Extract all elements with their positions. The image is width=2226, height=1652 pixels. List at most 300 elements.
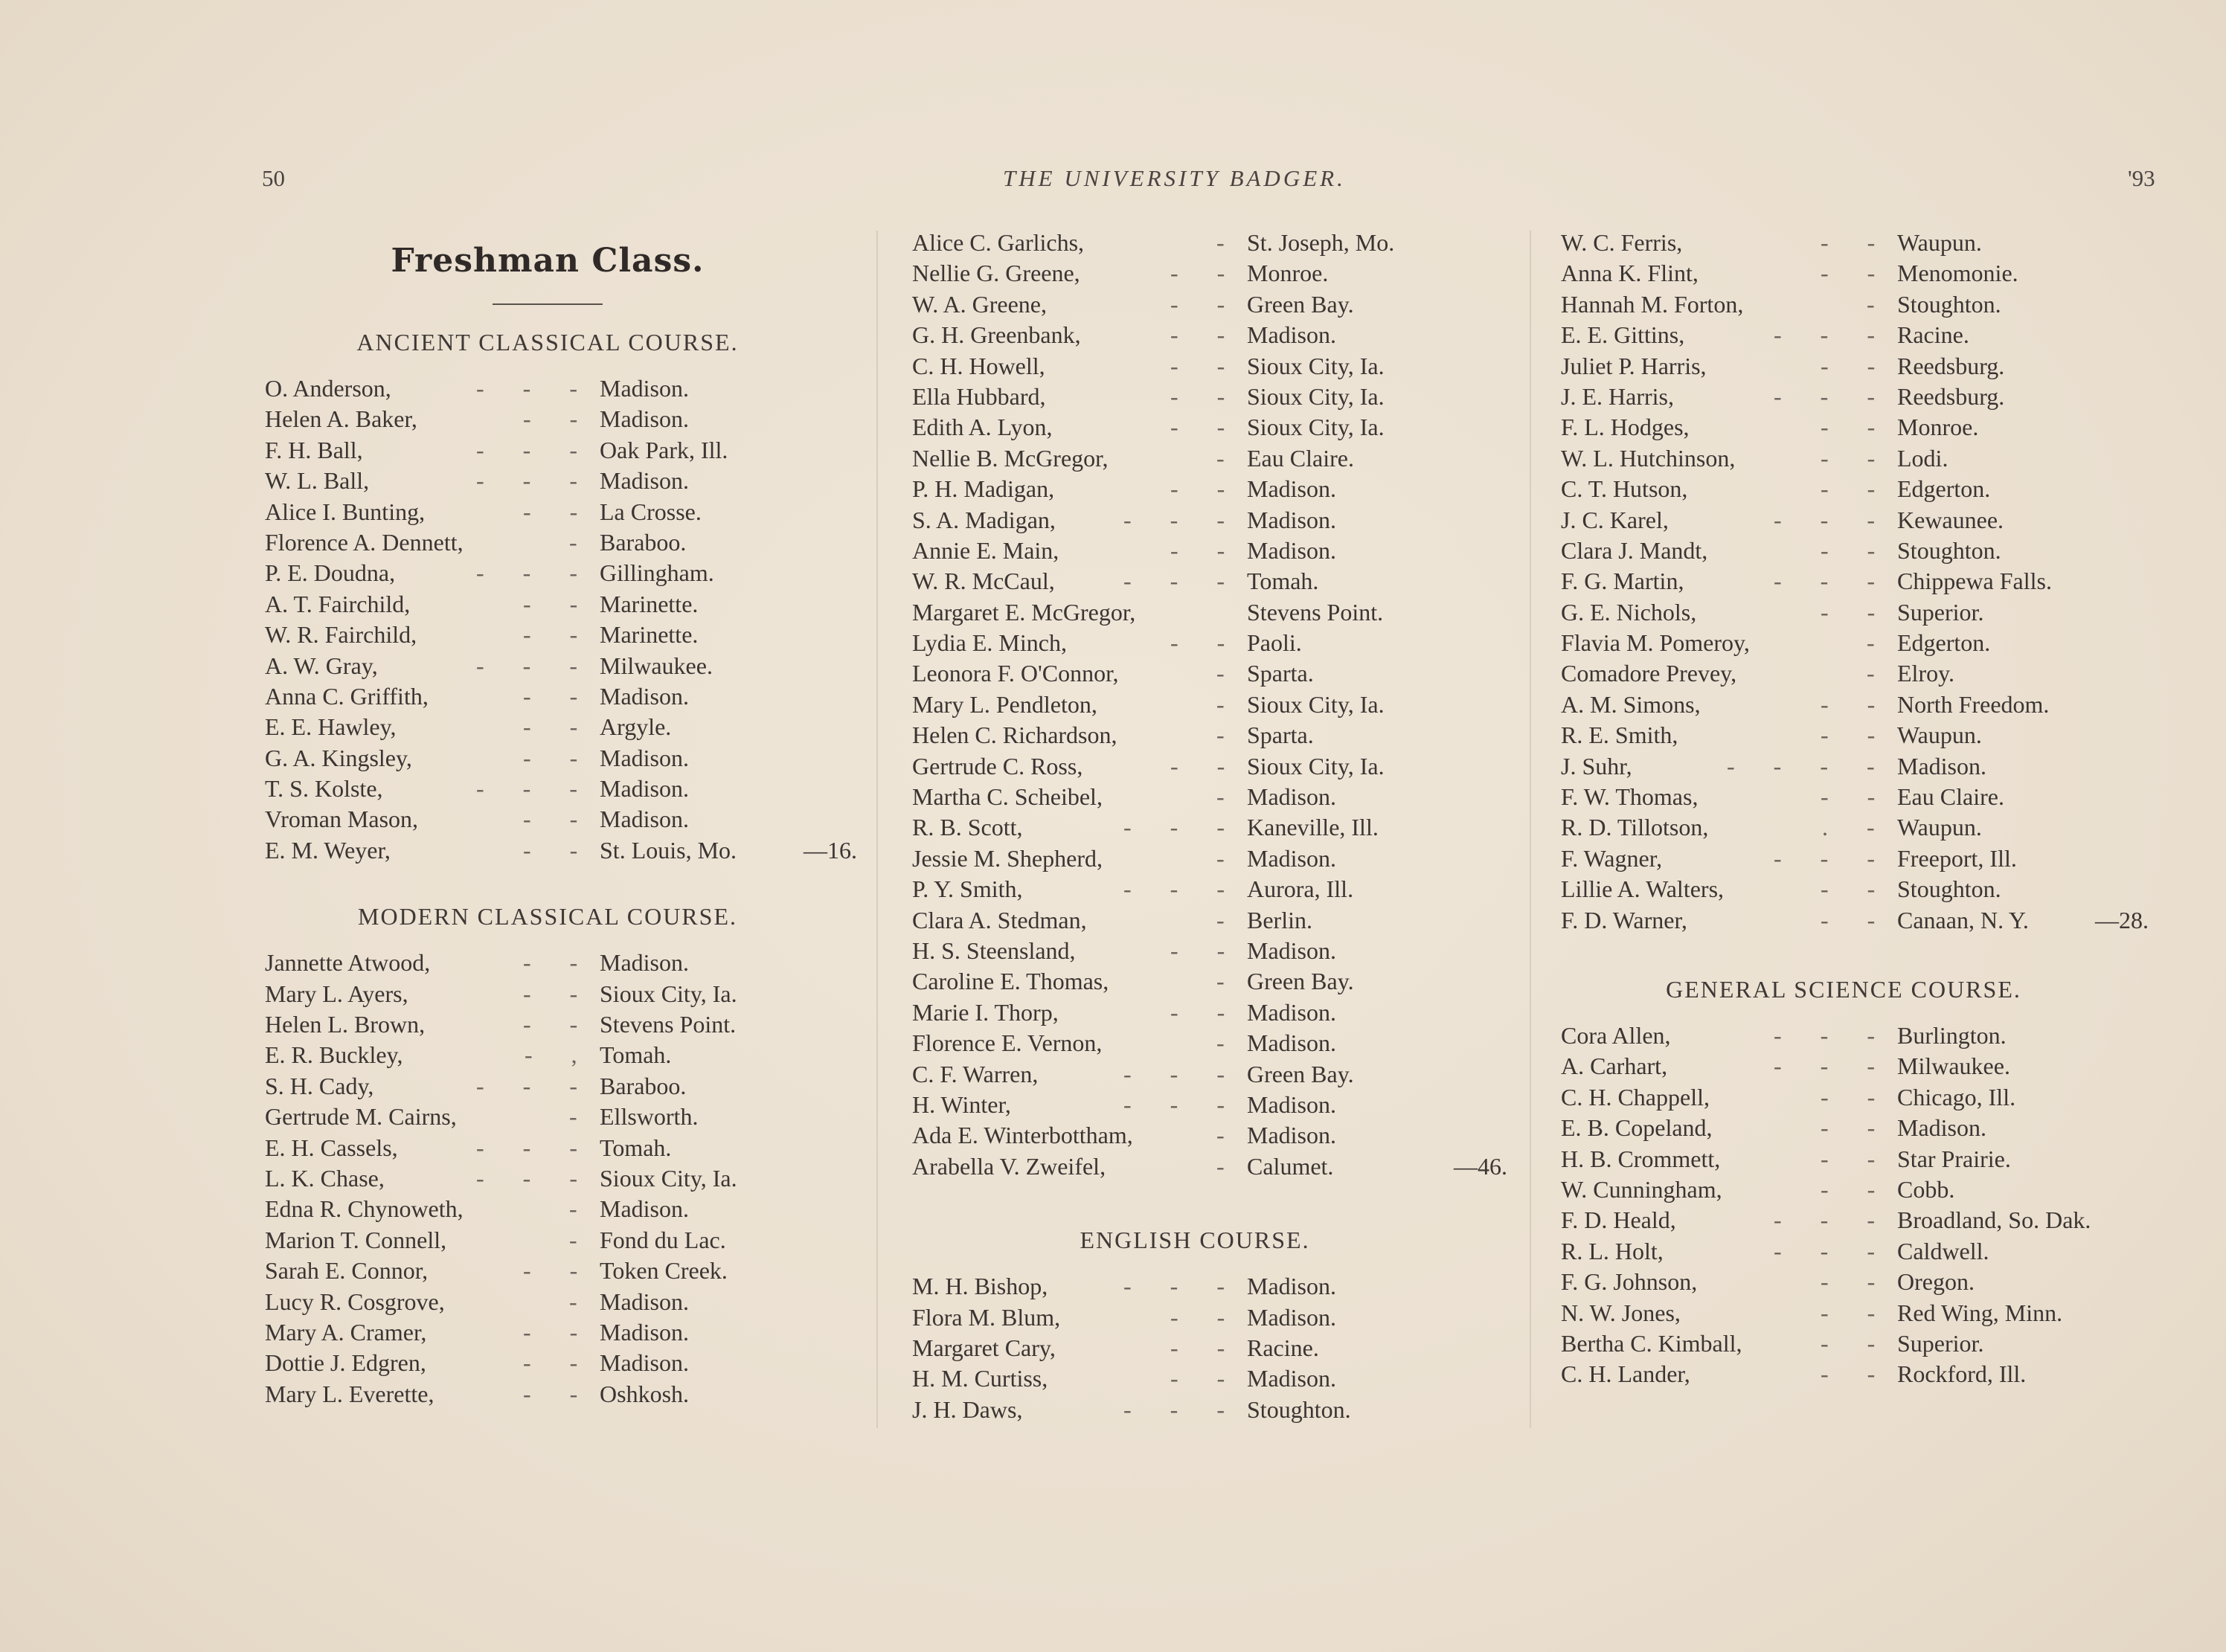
student-row: [265, 620, 875, 650]
leader-dashes: -: [1216, 968, 1241, 995]
hometown: Madison.: [1247, 321, 1336, 349]
student-name: F. W. Thomas,: [1561, 783, 1699, 811]
hometown: Kaneville, Ill.: [1247, 814, 1379, 841]
student-row: [912, 720, 1522, 751]
student-name: F. G. Johnson,: [1561, 1268, 1698, 1296]
hometown: Madison.: [1247, 844, 1336, 872]
class-year: '93: [2128, 165, 2155, 191]
leader-dashes: - - -: [1774, 568, 1891, 595]
leader-dashes: - -: [1821, 875, 1892, 903]
column-divider: [876, 231, 878, 1428]
student-row: [265, 651, 875, 681]
student-row: [1561, 258, 2171, 289]
hometown: Racine.: [1247, 1334, 1319, 1361]
hometown: Sioux City, Ia.: [600, 980, 737, 1007]
student-row: [912, 351, 1522, 382]
student-row: [912, 1090, 1522, 1120]
leader-dashes: -: [1867, 629, 1891, 657]
student-list: [265, 373, 875, 866]
student-name: A. T. Fairchild,: [265, 590, 411, 617]
student-row: [1561, 782, 2171, 812]
student-row: [1561, 1328, 2171, 1359]
student-name: Flora M. Blum,: [912, 1303, 1061, 1331]
hometown: Milwaukee.: [1897, 1052, 2010, 1080]
leader-dashes: - -: [1821, 1145, 1892, 1172]
student-name: J. C. Karel,: [1561, 506, 1669, 533]
student-name: E. H. Cassels,: [265, 1134, 398, 1161]
leader-dashes: -: [569, 1103, 594, 1131]
hometown: Fond du Lac.: [600, 1226, 726, 1253]
student-row: [912, 228, 1522, 258]
student-list: [265, 948, 875, 1410]
hometown: Freeport, Ill.: [1897, 844, 2017, 872]
student-name: C. H. Chappell,: [1561, 1083, 1710, 1111]
leader-dashes: - -: [523, 980, 594, 1007]
leader-dashes: -: [1867, 660, 1891, 687]
student-name: Hannah M. Forton,: [1561, 290, 1744, 318]
leader-dashes: - -: [1821, 721, 1892, 749]
student-row: [912, 289, 1522, 320]
hometown: Red Wing, Minn.: [1897, 1299, 2063, 1326]
student-name: A. W. Gray,: [265, 652, 378, 679]
student-row: [1561, 812, 2171, 843]
student-row: [912, 597, 1522, 628]
student-row: [912, 812, 1522, 843]
hometown: La Crosse.: [600, 498, 702, 525]
student-name: Nellie G. Greene,: [912, 260, 1080, 287]
student-row: [1561, 720, 2171, 751]
running-title: THE UNIVERSITY BADGER.: [1003, 165, 1346, 191]
leader-dashes: - -: [1821, 352, 1892, 379]
student-row: [265, 558, 875, 588]
hometown: Lodi.: [1897, 444, 1948, 472]
hometown: Edgerton.: [1897, 629, 1991, 657]
section-heading-english: ENGLISH COURSE.: [1080, 1227, 1310, 1254]
hometown: Madison.: [600, 1318, 689, 1346]
title-rule: [493, 303, 603, 305]
leader-dashes: - -: [1821, 1299, 1892, 1326]
hometown: Ellsworth.: [600, 1103, 699, 1131]
student-name: Bertha C. Kimball,: [1561, 1329, 1742, 1357]
leader-dashes: - -: [1821, 598, 1892, 626]
student-name: Alice C. Garlichs,: [912, 229, 1085, 256]
student-name: L. K. Chase,: [265, 1164, 385, 1192]
student-row: [265, 774, 875, 804]
hometown: Waupun.: [1897, 814, 1982, 841]
hometown: Stevens Point.: [1247, 598, 1384, 626]
student-row: [912, 412, 1522, 443]
student-row: [1561, 1298, 2171, 1328]
student-name: Clara J. Mandt,: [1561, 536, 1708, 564]
student-name: Gertrude C. Ross,: [912, 752, 1083, 780]
leader-dashes: - - -: [476, 1072, 594, 1099]
leader-dashes: -: [1216, 660, 1241, 687]
student-row: [265, 1040, 875, 1070]
leader-dashes: -: [1216, 1029, 1241, 1057]
leader-dashes: - -: [523, 498, 594, 525]
page-number: 50: [262, 165, 285, 191]
leader-dashes: -: [569, 528, 594, 556]
leader-dashes: - - -: [1774, 321, 1891, 349]
hometown: Tomah.: [600, 1134, 672, 1161]
student-row: [912, 505, 1522, 536]
hometown: Sparta.: [1247, 721, 1314, 749]
hometown: Stoughton.: [1247, 1395, 1351, 1423]
student-name: Edith A. Lyon,: [912, 414, 1053, 441]
student-row: [265, 712, 875, 742]
student-name: E. E. Gittins,: [1561, 321, 1685, 349]
student-name: C. H. Lander,: [1561, 1360, 1690, 1388]
leader-dashes: - -: [1821, 783, 1892, 811]
hometown: Madison.: [600, 744, 689, 771]
leader-dashes: - - -: [476, 467, 594, 495]
student-row: [1561, 443, 2171, 474]
student-row: [912, 966, 1522, 997]
hometown: Oshkosh.: [600, 1380, 690, 1407]
student-row: [1561, 228, 2171, 258]
leader-dashes: - -: [1170, 752, 1242, 780]
hometown: North Freedom.: [1897, 690, 2050, 718]
student-row: [265, 1102, 875, 1132]
student-name: W. R. McCaul,: [912, 568, 1055, 595]
student-row: [1561, 1236, 2171, 1267]
section-heading-ancient: ANCIENT CLASSICAL COURSE.: [356, 329, 739, 356]
leader-dashes: - - -: [1774, 1021, 1891, 1049]
leader-dashes: - -: [523, 1380, 594, 1407]
student-name: P. E. Doudna,: [265, 559, 396, 587]
student-list: [1561, 1021, 2171, 1390]
student-name: Leonora F. O'Connor,: [912, 660, 1119, 687]
student-name: Clara A. Stedman,: [912, 906, 1087, 933]
hometown: Madison.: [1247, 1365, 1336, 1392]
student-name: F. D. Warner,: [1561, 906, 1687, 933]
hometown: Baraboo.: [600, 1072, 687, 1099]
hometown: Tomah.: [1247, 568, 1319, 595]
student-row: [912, 936, 1522, 966]
hometown: Racine.: [1897, 321, 1969, 349]
student-name: R. D. Tillotson,: [1561, 814, 1709, 841]
leader-dashes: - -: [1821, 260, 1892, 287]
hometown: Eau Claire.: [1897, 783, 2004, 811]
leader-dashes: - -: [523, 590, 594, 617]
leader-dashes: - -: [523, 621, 594, 649]
hometown: Marinette.: [600, 621, 699, 649]
hometown: Madison.: [1247, 1303, 1336, 1331]
student-name: C. H. Howell,: [912, 352, 1045, 379]
hometown: Madison.: [1247, 936, 1336, 964]
student-name: Jessie M. Shepherd,: [912, 844, 1103, 872]
hometown: Broadland, So. Dak.: [1897, 1206, 2091, 1234]
student-name: H. S. Steensland,: [912, 936, 1076, 964]
leader-dashes: - -: [1821, 1114, 1892, 1142]
student-name: E. E. Hawley,: [265, 713, 397, 741]
leader-dashes: - -: [1170, 382, 1242, 410]
leader-dashes: - - -: [1774, 382, 1891, 410]
leader-dashes: - - -: [1774, 844, 1891, 872]
student-name: H. M. Curtiss,: [912, 1365, 1048, 1392]
hometown: Madison.: [1247, 536, 1336, 564]
student-name: Vroman Mason,: [265, 806, 419, 833]
leader-dashes: - - -: [1123, 1060, 1241, 1087]
hometown: Madison.: [600, 806, 689, 833]
hometown: Tomah.: [600, 1041, 672, 1069]
student-name: W. L. Ball,: [265, 467, 370, 495]
leader-dashes: - - -: [1123, 1395, 1241, 1423]
leader-dashes: - - -: [476, 652, 594, 679]
student-row: [1561, 412, 2171, 443]
hometown: Menomonie.: [1897, 260, 2018, 287]
student-name: Margaret E. McGregor,: [912, 598, 1136, 626]
leader-dashes: - -: [1821, 1360, 1892, 1388]
student-name: Anna K. Flint,: [1561, 260, 1699, 287]
leader-dashes: - - -: [1123, 1090, 1241, 1118]
student-row: [912, 1151, 1522, 1182]
leader-dashes: - -: [1170, 936, 1242, 964]
student-row: [1561, 874, 2171, 904]
student-row: [912, 258, 1522, 289]
student-row: [1561, 905, 2171, 936]
student-row: [265, 373, 875, 404]
student-row: [1561, 1359, 2171, 1389]
student-name: G. E. Nichols,: [1561, 598, 1697, 626]
column-1: [265, 223, 875, 1410]
leader-dashes: - -: [1821, 906, 1892, 933]
leader-dashes: - - -: [1123, 814, 1241, 841]
hometown: Madison.: [1247, 1122, 1336, 1149]
student-row: [912, 751, 1522, 782]
student-row: [1561, 751, 2171, 782]
student-row: [912, 536, 1522, 566]
student-row: [1561, 289, 2171, 320]
section-total: —16.: [804, 836, 857, 864]
leader-dashes: - -: [1821, 229, 1892, 256]
leader-dashes: - -: [523, 1257, 594, 1285]
hometown: Calumet.: [1247, 1152, 1334, 1180]
student-name: Florence A. Dennett,: [265, 528, 464, 556]
column-3: [1561, 223, 2171, 1390]
leader-dashes: -: [569, 1226, 594, 1253]
student-row: [265, 835, 875, 866]
leader-dashes: - -: [523, 1349, 594, 1377]
student-row: [912, 1363, 1522, 1394]
hometown: Reedsburg.: [1897, 352, 2005, 379]
student-name: N. W. Jones,: [1561, 1299, 1681, 1326]
student-row: [912, 1059, 1522, 1090]
hometown: Sioux City, Ia.: [1247, 352, 1385, 379]
student-name: Mary L. Pendleton,: [912, 690, 1097, 718]
student-row: [265, 681, 875, 712]
leader-dashes: - - -: [1774, 506, 1891, 533]
student-name: J. Suhr,: [1561, 752, 1632, 780]
leader-dashes: - - - -: [1727, 752, 1891, 780]
hometown: Reedsburg.: [1897, 382, 2005, 410]
hometown: Baraboo.: [600, 528, 687, 556]
student-row: [1561, 658, 2171, 689]
leader-dashes: - - -: [1123, 1273, 1241, 1300]
leader-dashes: - - -: [476, 775, 594, 803]
student-name: Annie E. Main,: [912, 536, 1059, 564]
hometown: Caldwell.: [1897, 1237, 1989, 1264]
leader-dashes: - -: [1821, 1083, 1892, 1111]
student-list: [912, 228, 1522, 1182]
student-name: Helen A. Baker,: [265, 405, 417, 433]
hometown: Monroe.: [1897, 414, 1979, 441]
student-row: [912, 782, 1522, 812]
hometown: Madison.: [600, 1349, 689, 1377]
student-name: Juliet P. Harris,: [1561, 352, 1707, 379]
column-divider: [1530, 231, 1531, 1428]
leader-dashes: -: [569, 1195, 594, 1223]
leader-dashes: - - -: [1774, 1206, 1891, 1234]
student-row: [912, 658, 1522, 689]
student-name: G. A. Kingsley,: [265, 744, 412, 771]
leader-dashes: - -: [523, 682, 594, 710]
leader-dashes: - -: [523, 405, 594, 433]
hometown: Sioux City, Ia.: [1247, 414, 1385, 441]
hometown: Superior.: [1897, 1329, 1984, 1357]
student-name: Alice I. Bunting,: [265, 498, 426, 525]
hometown: Stoughton.: [1897, 290, 2001, 318]
student-name: F. L. Hodges,: [1561, 414, 1690, 441]
leader-dashes: -: [1216, 844, 1241, 872]
hometown: St. Louis, Mo.: [600, 836, 737, 864]
hometown: Sioux City, Ia.: [1247, 382, 1385, 410]
student-row: [912, 874, 1522, 904]
student-name: Jannette Atwood,: [265, 949, 431, 977]
student-name: Florence E. Vernon,: [912, 1029, 1103, 1057]
student-row: [265, 1379, 875, 1410]
student-row: [912, 628, 1522, 658]
student-name: Mary A. Cramer,: [265, 1318, 427, 1346]
student-row: [912, 905, 1522, 936]
student-name: F. D. Heald,: [1561, 1206, 1676, 1234]
hometown: St. Joseph, Mo.: [1247, 229, 1395, 256]
student-row: [265, 1194, 875, 1224]
student-row: [912, 997, 1522, 1028]
student-name: J. E. Harris,: [1561, 382, 1674, 410]
student-name: P. Y. Smith,: [912, 875, 1023, 903]
leader-dashes: - - -: [1123, 875, 1241, 903]
student-name: E. M. Weyer,: [265, 836, 391, 864]
leader-dashes: - -: [1170, 998, 1242, 1026]
student-row: [912, 690, 1522, 720]
leader-dashes: - -: [1821, 690, 1892, 718]
student-row: [1561, 1205, 2171, 1235]
leader-dashes: - -: [523, 713, 594, 741]
leader-dashes: - -: [1170, 1365, 1242, 1392]
leader-dashes: - -: [523, 744, 594, 771]
student-row: [1561, 1144, 2171, 1174]
hometown: Sioux City, Ia.: [1247, 690, 1385, 718]
student-row: [265, 1317, 875, 1348]
leader-dashes: -: [1216, 783, 1241, 811]
leader-dashes: - -: [523, 1318, 594, 1346]
hometown: Aurora, Ill.: [1247, 875, 1354, 903]
hometown: Madison.: [600, 467, 689, 495]
student-name: G. H. Greenbank,: [912, 321, 1081, 349]
student-row: [912, 843, 1522, 874]
hometown: Gillingham.: [600, 559, 714, 587]
hometown: Madison.: [600, 375, 689, 402]
student-name: O. Anderson,: [265, 375, 391, 402]
section-heading-modern: MODERN CLASSICAL COURSE.: [358, 903, 737, 931]
hometown: Madison.: [600, 949, 689, 977]
student-name: Lucy R. Cosgrove,: [265, 1288, 445, 1315]
hometown: Argyle.: [600, 713, 672, 741]
student-row: [1561, 1051, 2171, 1081]
student-name: Caroline E. Thomas,: [912, 968, 1109, 995]
student-row: [1561, 1021, 2171, 1051]
student-row: [1561, 474, 2171, 504]
leader-dashes: - -: [523, 836, 594, 864]
student-name: W. L. Hutchinson,: [1561, 444, 1736, 472]
student-row: [1561, 566, 2171, 597]
leader-dashes: - ,: [525, 1041, 594, 1069]
student-row: [265, 1009, 875, 1040]
hometown: Burlington.: [1897, 1021, 2007, 1049]
hometown: Milwaukee.: [600, 652, 713, 679]
student-name: Mary L. Ayers,: [265, 980, 408, 1007]
leader-dashes: - -: [1170, 475, 1242, 503]
student-row: [265, 804, 875, 835]
student-row: [265, 1071, 875, 1102]
student-name: Marie I. Thorp,: [912, 998, 1059, 1026]
leader-dashes: - -: [1170, 352, 1242, 379]
student-row: [912, 1395, 1522, 1425]
leader-dashes: - - -: [476, 436, 594, 463]
hometown: Superior.: [1897, 598, 1984, 626]
leader-dashes: - -: [1821, 414, 1892, 441]
student-row: [265, 1133, 875, 1163]
leader-dashes: -: [1216, 444, 1241, 472]
leader-dashes: - - -: [476, 559, 594, 587]
student-row: [1561, 351, 2171, 382]
leader-dashes: - -: [1821, 1268, 1892, 1296]
student-name: W. Cunningham,: [1561, 1175, 1722, 1203]
leader-dashes: - -: [1170, 260, 1242, 287]
student-name: A. M. Simons,: [1561, 690, 1701, 718]
hometown: Berlin.: [1247, 906, 1312, 933]
hometown: Chicago, Ill.: [1897, 1083, 2016, 1111]
hometown: Eau Claire.: [1247, 444, 1354, 472]
leader-dashes: -: [1216, 690, 1241, 718]
student-name: C. F. Warren,: [912, 1060, 1039, 1087]
student-row: [1561, 597, 2171, 628]
student-row: [265, 1287, 875, 1317]
student-name: Flavia M. Pomeroy,: [1561, 629, 1750, 657]
leader-dashes: - - -: [476, 375, 594, 402]
hometown: Madison.: [1247, 1273, 1336, 1300]
hometown: Sparta.: [1247, 660, 1314, 687]
student-name: W. C. Ferris,: [1561, 229, 1683, 256]
hometown: Star Prairie.: [1897, 1145, 2011, 1172]
student-row: [912, 1333, 1522, 1363]
hometown: Madison.: [1247, 783, 1336, 811]
student-name: F. G. Martin,: [1561, 568, 1684, 595]
student-name: C. T. Hutson,: [1561, 475, 1688, 503]
leader-dashes: - -: [1170, 321, 1242, 349]
student-row: [912, 443, 1522, 474]
student-row: [265, 1225, 875, 1256]
student-name: E. B. Copeland,: [1561, 1114, 1713, 1142]
student-name: Dottie J. Edgren,: [265, 1349, 426, 1377]
leader-dashes: - - -: [476, 1134, 594, 1161]
student-row: [912, 1302, 1522, 1333]
hometown: Green Bay.: [1247, 1060, 1354, 1087]
leader-dashes: - -: [1821, 475, 1892, 503]
hometown: Stoughton.: [1897, 875, 2001, 903]
hometown: Madison.: [1247, 998, 1336, 1026]
